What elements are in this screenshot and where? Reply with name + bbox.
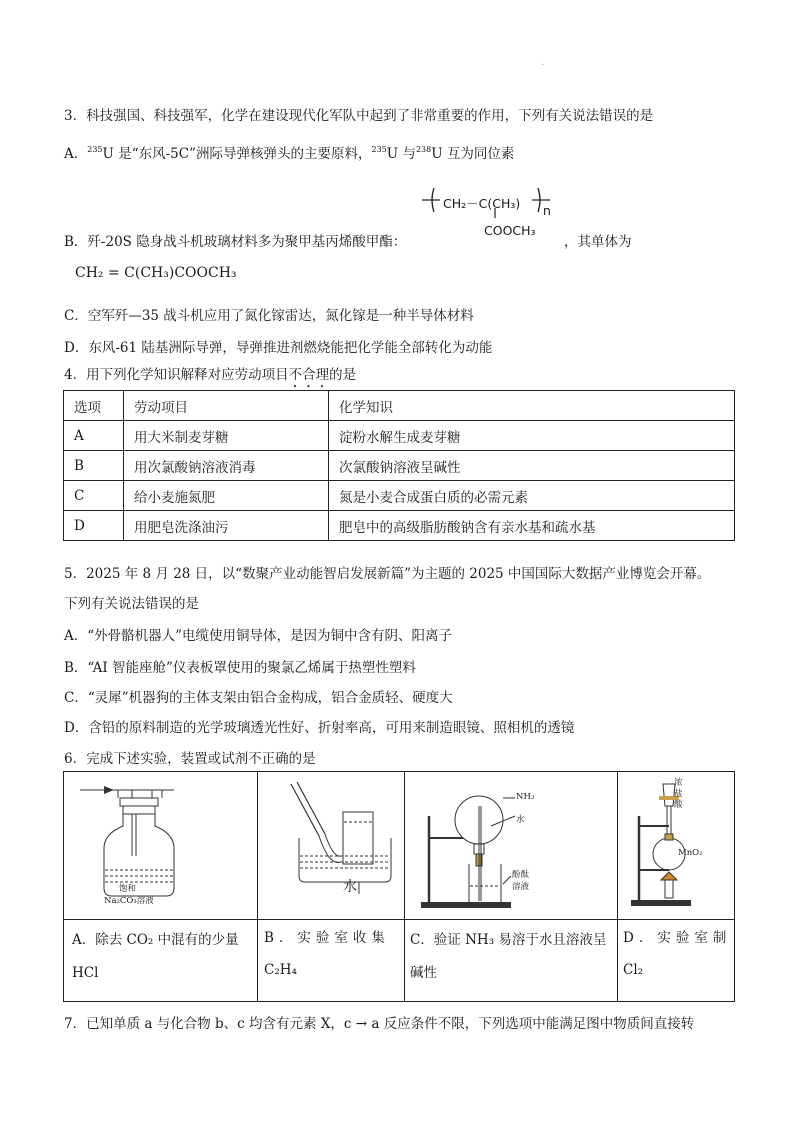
q6-table [63, 771, 735, 1002]
table-cell: A [64, 421, 124, 451]
q6-option-b-line1: B．实验室收集 [264, 930, 390, 946]
q5-stem-line1: 5．2025 年 8 月 28 日，以“数聚产业动能智启发展新篇”为主题的 2025 中国国际大数据产业博览会开幕。 [64, 566, 711, 582]
table-row [64, 451, 735, 481]
q3-option-d: D．东风-61 陆基洲际导弹，导弹推进剂燃烧能把化学能全部转化为动能 [64, 340, 493, 356]
table-row [64, 481, 735, 511]
q3-option-a: A．$^{235}$U 是“东风-5C”洲际导弹核弹头的主要原料，$^{235}$U 与$^{238}$U 互为同位素 [64, 145, 515, 162]
q4-stem: 4．用下列化学知识解释对应劳动项目不合理的是 [64, 367, 357, 383]
table-cell: 用次氯酸钠溶液消毒 [124, 451, 329, 481]
q6-option-a-line1: A．除去 CO₂ 中混有的少量 [72, 932, 239, 948]
polymer-main-chain: CH₂－C(CH₃) [443, 196, 521, 211]
table-cell: 给小麦施氮肥 [124, 481, 329, 511]
table-cell: 肥皂中的高级脂肪酸钠含有亲水基和疏水基 [329, 511, 735, 541]
table-cell: 淀粉水解生成麦芽糖 [329, 421, 735, 451]
q3-monomer-formula: CH₂ = C(CH₃)COOCH₃ [75, 265, 237, 281]
fig-a-label-solution: Na₂CO₃溶液 [104, 896, 154, 906]
table-header-row [64, 391, 735, 421]
table-cell: C [64, 481, 124, 511]
q6-stem: 6．完成下述实验，装置或试剂不正确的是 [64, 751, 316, 767]
fig-a-label-saturated: 饱和 [119, 884, 137, 894]
table-cell: 用大米制麦芽糖 [124, 421, 329, 451]
table-row [64, 511, 735, 541]
q3-option-c: C．空军歼—35 战斗机应用了氮化镓雷达，氮化镓是一种半导体材料 [64, 308, 474, 324]
fig-c-label-nh3: NH₃ [516, 792, 535, 802]
q5-stem-line2: 下列有关说法错误的是 [64, 596, 199, 612]
q6-option-a-line2: HCl [72, 965, 99, 981]
table-cell: 用肥皂洗涤油污 [124, 511, 329, 541]
q5-option-a: A．“外骨骼机器人”电缆使用铜导体，是因为铜中含有阴、阳离子 [64, 628, 453, 644]
q5-option-c: C．“灵犀”机器狗的主体支架由铝合金构成，铝合金质轻、硬度大 [64, 690, 453, 706]
fig-d-label-hydrochloric: 盐 [674, 789, 683, 799]
q6-option-d-line2: Cl₂ [623, 962, 644, 978]
table-header-cell: 劳动项目 [124, 391, 329, 421]
fig-d-label-mno2: MnO₂ [678, 848, 703, 858]
polymer-side-group: COOCH₃ [484, 223, 536, 238]
table-cell: D [64, 511, 124, 541]
header-mark: · [541, 60, 545, 71]
table-cell: 次氯酸钠溶液呈碱性 [329, 451, 735, 481]
water-collection-figure [279, 776, 399, 916]
fig-b-label-water: 水 [343, 879, 357, 895]
table-cell: B [64, 451, 124, 481]
fig-c-label-phenolphthalein: 酚酞 [512, 870, 530, 880]
table-header-cell: 选项 [64, 391, 124, 421]
q6-option-c-line1: C．验证 NH₃ 易溶于水且溶液呈 [410, 932, 607, 948]
polymer-n: n [543, 203, 551, 218]
q7-stem: 7．已知单质 a 与化合物 b、c 均含有元素 X，c → a 反应条件不限，下列选项中能满足图中物质间直接转 [64, 1016, 695, 1032]
fig-c-label-solution: 溶液 [512, 882, 530, 892]
fountain-experiment-figure [419, 776, 609, 916]
q6-option-d-line1: D．实验室制 [623, 930, 732, 946]
q5-option-b: B．“AI 智能座舱”仪表板罩使用的聚氯乙烯属于热塑性塑料 [64, 660, 416, 676]
fig-c-label-water: 水 [516, 815, 525, 825]
q3-option-b-suffix: ，其单体为 [564, 234, 632, 250]
q5-option-d: D．含铅的原料制造的光学玻璃透光性好、折射率高，可用来制造眼镜、照相机的透镜 [64, 720, 575, 736]
table-row [64, 421, 735, 451]
q6-option-b-line2: C₂H₄ [264, 962, 297, 978]
table-cell: 氮是小麦合成蛋白质的必需元素 [329, 481, 735, 511]
table-header-cell: 化学知识 [329, 391, 735, 421]
q6-option-c-line2: 碱性 [410, 965, 437, 981]
q4-table [63, 390, 735, 541]
fig-d-label-acid: 酸 [674, 800, 683, 810]
fig-d-label-concentrated: 浓 [674, 778, 683, 788]
q3-option-b: B．歼-20S 隐身战斗机玻璃材料多为聚甲基丙烯酸甲酯： [64, 234, 407, 250]
gas-washing-bottle-figure [74, 776, 249, 916]
q3-stem: 3．科技强国、科技强军，化学在建设现代化军队中起到了非常重要的作用，下列有关说法错误的是 [64, 108, 654, 124]
